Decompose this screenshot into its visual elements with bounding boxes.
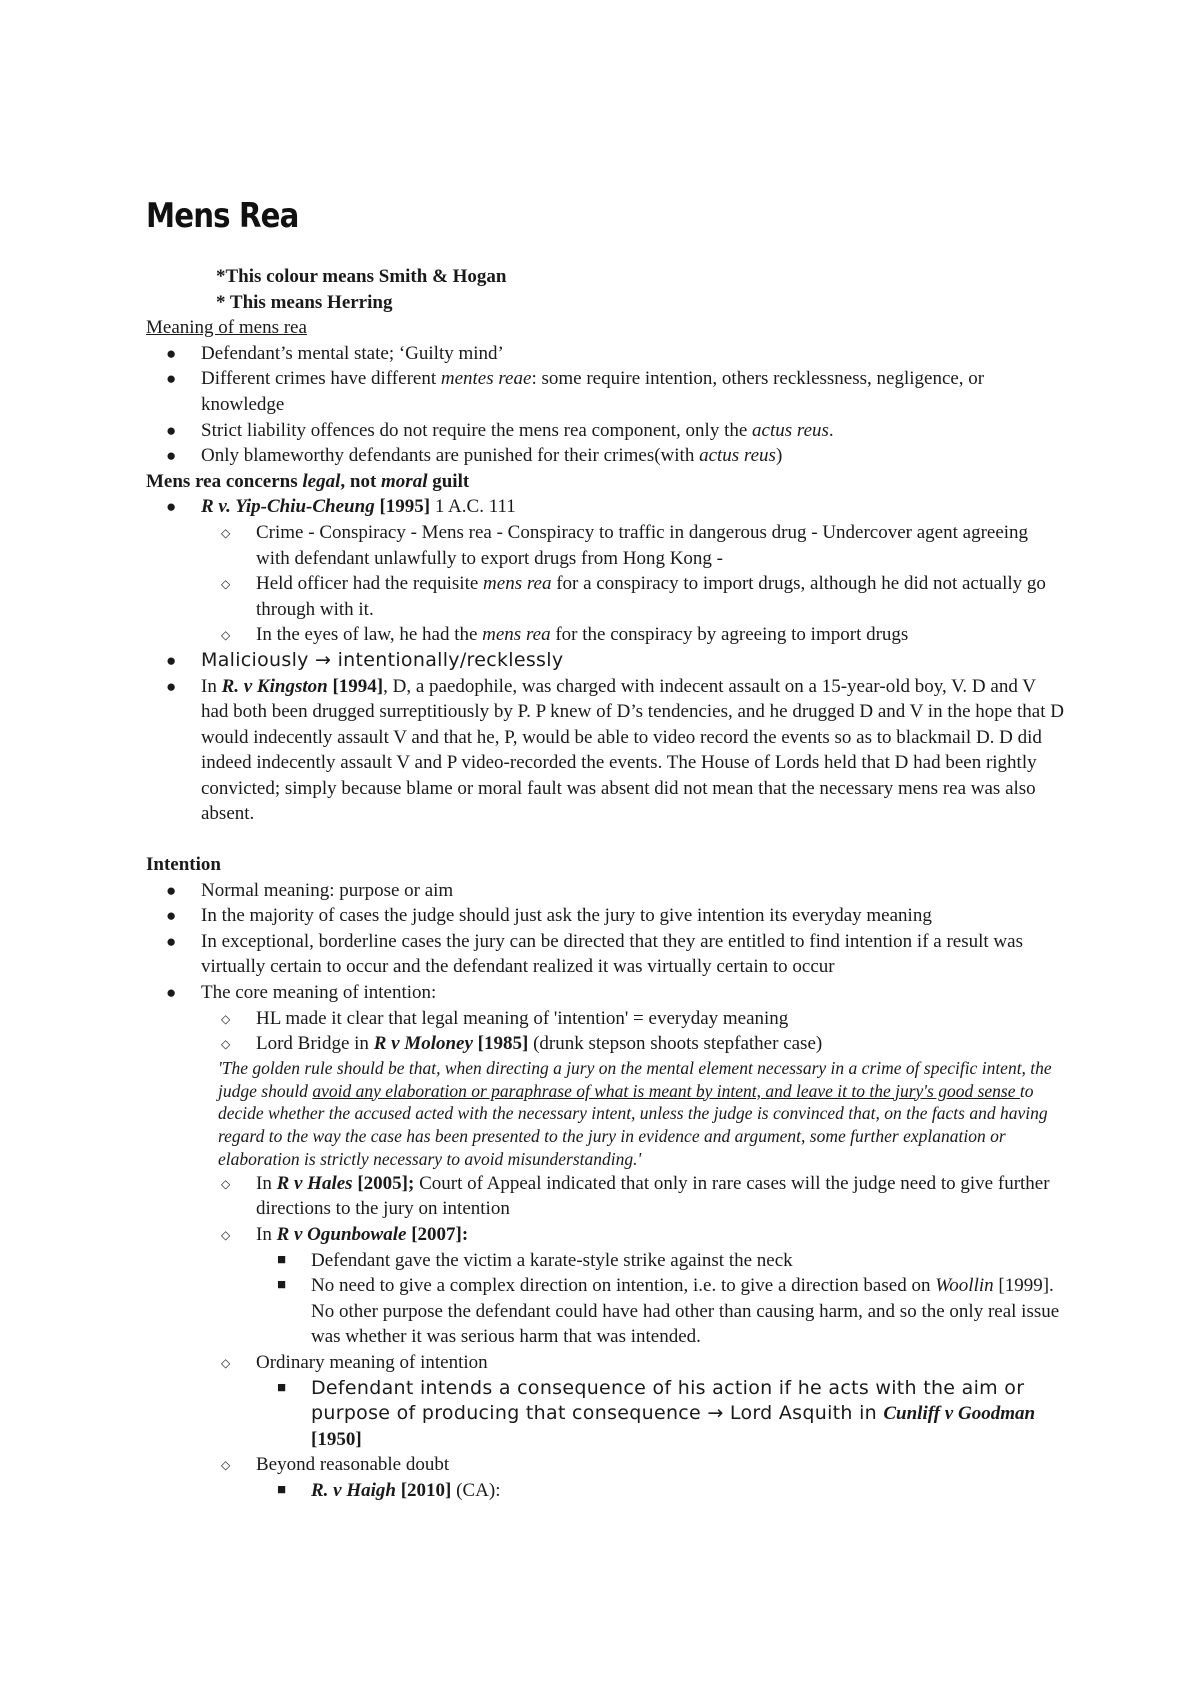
- sub-sub-list-item: ■ Defendant gave the victim a karate-style strike against the neck: [256, 1248, 1066, 1274]
- list-item: ● Different crimes have different mentes reae: some require intention, others recklessness, negligence, or knowledge: [146, 366, 1066, 417]
- list-item: ● Only blameworthy defendants are punished for their crimes(with actus reus): [146, 443, 1066, 469]
- list-item: ● Defendant’s mental state; ‘Guilty mind’: [146, 341, 1066, 367]
- sub-list-item: ◇ HL made it clear that legal meaning of 'intention' = everyday meaning: [201, 1006, 1066, 1032]
- sub-sub-list-item: ■ Defendant intends a consequence of his action if he acts with the aim or purpose of producing that consequence → Lord Asquith in Cunliff v Goodman [1950]: [256, 1376, 1066, 1453]
- list-item: ● Maliciously → intentionally/recklessly: [146, 648, 1066, 674]
- section-heading-legal-guilt: Mens rea concerns legal, not moral guilt: [146, 470, 470, 492]
- list-item: ● The core meaning of intention: ◇ HL made it clear that legal meaning of 'intention' = everyday meaning ◇ Lord Bridge in R v Moloney [1985] (drunk stepson shoots stepfather case): [146, 980, 1066, 1057]
- list-item: ● In exceptional, borderline cases the jury can be directed that they are entitled to find intention if a result was virtually certain to occur and the defendant realized it was virtually certain to occur: [146, 929, 1066, 980]
- sub-list-item: ◇ Lord Bridge in R v Moloney [1985] (drunk stepson shoots stepfather case): [201, 1031, 1066, 1057]
- case-name: R v Moloney: [373, 1033, 473, 1055]
- sub-sub-list-item: ■ No need to give a complex direction on intention, i.e. to give a direction based on Woollin [1999]. No other purpose the defendant could have had other than causing harm, and so the only real issue was whether it was serious harm that was intended.: [256, 1273, 1066, 1350]
- sub-list: [201, 520, 1066, 648]
- legend-smith-hogan: *This colour means Smith & Hogan: [216, 266, 507, 287]
- sub-list: [201, 1006, 1066, 1057]
- moloney-quote: 'The golden rule should be that, when directing a jury on the mental element necessary in a crime of specific intent, the judge should avoid any elaboration or paraphrase of what is meant by intent, and leave it to the jury's good sense to decide whether the accused acted with the necessary intent, unless the judge is convinced that, on the facts and having regard to the way the case has been presented to the jury in evidence and argument, some further explanation or elaboration is strictly necessary to avoid misunderstanding.': [218, 1057, 1052, 1169]
- case-name: R. v Haigh: [311, 1479, 396, 1501]
- case-name: R v Hales: [276, 1172, 353, 1194]
- sub-list: [201, 1171, 1066, 1504]
- sub-sub-list: [256, 1248, 1066, 1350]
- list-item: ● Strict liability offences do not require the mens rea component, only the actus reus.: [146, 418, 1066, 444]
- list-item: ● In the majority of cases the judge should just ask the jury to give intention its everyday meaning: [146, 903, 1066, 929]
- sub-list-item: ◇ Ordinary meaning of intention ■ Defendant intends a consequence of his action if he acts with the aim or purpose of producing that consequence → Lord Asquith in Cunliff v Goodman [1950]: [201, 1350, 1066, 1452]
- sub-list-item: ◇ Held officer had the requisite mens rea for a conspiracy to import drugs, although he did not actually go through with it.: [201, 571, 1066, 622]
- list-item: ● Normal meaning: purpose or aim: [146, 878, 1066, 904]
- sub-list-item: ◇ In R v Hales [2005]; Court of Appeal indicated that only in rare cases will the judge need to give further directions to the jury on intention: [201, 1171, 1066, 1222]
- sub-sub-list: [256, 1478, 1066, 1504]
- list-item: ● R v. Yip-Chiu-Cheung [1995] 1 A.C. 111 ◇ Crime - Conspiracy - Mens rea - Conspiracy to traffic in dangerous drug - Undercover agent agreeing with defendant unlawfully to export drugs from Hong Kong - ◇ Held officer had the requisite mens rea for a conspiracy to import drugs, although he did not actually go through with it. ◇ In the eyes of law, he had the mens rea for the conspiracy by agreeing to import drugs: [146, 494, 1066, 648]
- case-name: R v. Yip-Chiu-Cheung: [201, 496, 375, 518]
- sub-list-item: ◇ In the eyes of law, he had the mens rea for the conspiracy by agreeing to import drugs: [201, 622, 1066, 648]
- intention-list-continued: [146, 1171, 1066, 1504]
- document-body: [146, 264, 1066, 1504]
- list-item: ● In R. v Kingston [1994], D, a paedophile, was charged with indecent assault on a 15-year-old boy, V. D and V had both been drugged surreptitiously by P. P knew of D’s tendencies, and he drugged D and V in the hope that D would indecently assault V and that he, P, would be able to video record the events so as to blackmail D. D did indeed indecently assault V and P video-recorded the events. The House of Lords held that D had been rightly convicted; simply because blame or moral fault was absent did not mean that the necessary mens rea was also absent.: [146, 674, 1066, 828]
- spacer: [146, 827, 1066, 852]
- sub-sub-list: [256, 1376, 1066, 1453]
- case-name: R v Ogunbowale: [276, 1223, 407, 1245]
- legal-guilt-list: [146, 494, 1066, 827]
- case-name: Cunliff v Goodman: [883, 1403, 1036, 1425]
- sub-list-item: ◇ In R v Ogunbowale [2007]: ■ Defendant gave the victim a karate-style strike against the neck ■ No need to give a complex direction on intention, i.e. to give a direction based on Woollin [1999]. No other purpose the defendant could have had other than causing harm, and so the only real issue was whether it was serious harm that was intended.: [201, 1222, 1066, 1350]
- sub-list-item: ◇ Beyond reasonable doubt ■ R. v Haigh [2010] (CA):: [201, 1452, 1066, 1503]
- sub-sub-list-item: ■ R. v Haigh [2010] (CA):: [256, 1478, 1066, 1504]
- sub-list-item: ◇ Crime - Conspiracy - Mens rea - Conspiracy to traffic in dangerous drug - Undercover agent agreeing with defendant unlawfully to export drugs from Hong Kong -: [201, 520, 1066, 571]
- list-item-continued: [146, 1171, 1066, 1504]
- meaning-list: [146, 341, 1066, 469]
- page-title: Mens Rea: [146, 196, 299, 236]
- section-heading-intention: Intention: [146, 854, 221, 876]
- intention-list: [146, 878, 1066, 1057]
- case-name: R. v Kingston: [221, 675, 328, 697]
- legend-herring: * This means Herring: [216, 291, 393, 313]
- section-heading-meaning: Meaning of mens rea: [146, 317, 307, 339]
